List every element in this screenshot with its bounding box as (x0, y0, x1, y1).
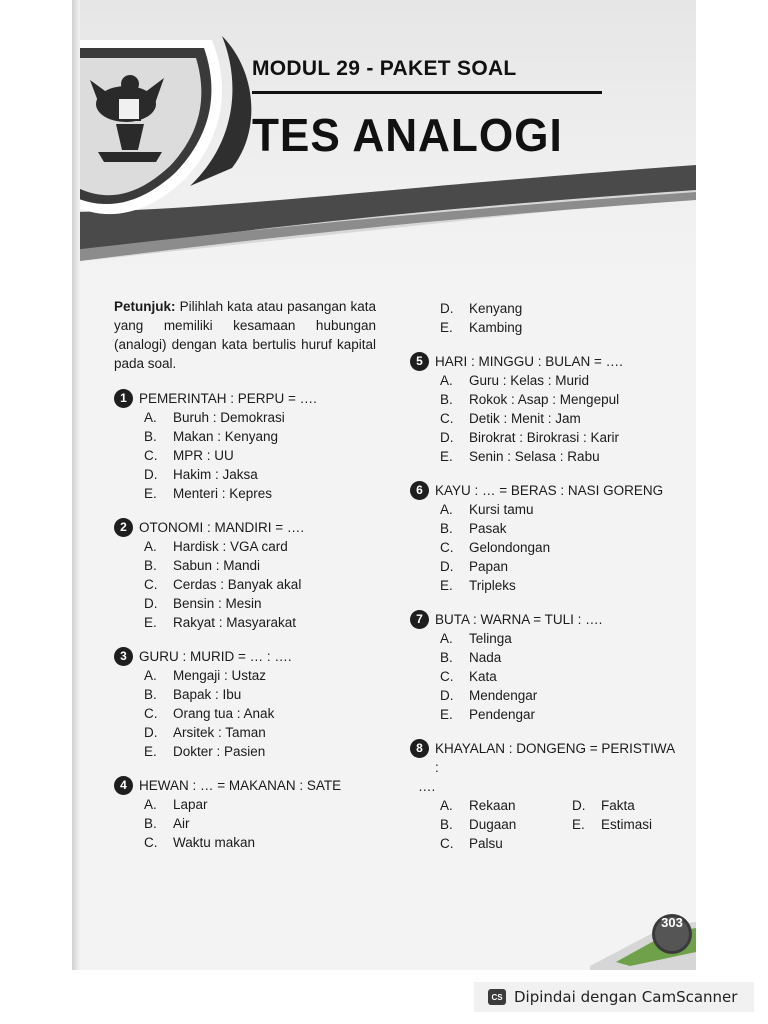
option-letter: E. (440, 707, 453, 722)
option-text: Birokrat : Birokrasi : Karir (469, 430, 620, 445)
option-letter: D. (144, 467, 158, 482)
option-text: Waktu makan (173, 835, 256, 850)
option-letter: B. (144, 816, 157, 831)
option-letter: C. (440, 540, 454, 555)
module-underline (252, 91, 602, 94)
option-text: Dokter : Pasien (173, 744, 266, 759)
question-6 (410, 481, 680, 595)
option-text: MPR : UU (173, 448, 234, 463)
option-letter: B. (440, 817, 453, 832)
right-column (410, 299, 680, 868)
option-letter: D. (440, 559, 454, 574)
instructions (114, 297, 376, 373)
option-text: Rokok : Asap : Mengepul (469, 392, 620, 407)
question-number-badge: 2 (114, 518, 133, 537)
question-number-badge: 4 (114, 776, 133, 795)
option-e[interactable] (410, 318, 680, 337)
question-number-badge: 7 (410, 610, 429, 629)
option-text: Buruh : Demokrasi (173, 410, 285, 425)
option-letter: D. (144, 596, 158, 611)
option-letter: C. (144, 835, 158, 850)
option-letter: A. (144, 410, 157, 425)
option-a[interactable] (440, 796, 572, 815)
option-letter: E. (440, 578, 453, 593)
option-letter: E. (440, 449, 453, 464)
option-c[interactable] (410, 538, 680, 557)
option-text: Kursi tamu (469, 502, 534, 517)
scanner-watermark (474, 982, 754, 1012)
question-7 (410, 610, 680, 724)
option-e[interactable] (572, 815, 682, 834)
option-letter: E. (572, 817, 585, 832)
question-2 (114, 518, 376, 632)
option-e[interactable] (410, 447, 680, 466)
option-letter: B. (144, 558, 157, 573)
option-text: Rakyat : Masyarakat (173, 615, 297, 630)
question-number-badge: 6 (410, 481, 429, 500)
option-text: Arsitek : Taman (173, 725, 266, 740)
option-text: Senin : Selasa : Rabu (469, 449, 600, 464)
option-text: Detik : Menit : Jam (469, 411, 581, 426)
option-letter: D. (440, 430, 454, 445)
option-letter: A. (440, 631, 453, 646)
page-number-badge-shape (590, 892, 696, 970)
option-text: Papan (469, 559, 509, 574)
option-d[interactable] (114, 723, 376, 742)
question-number-badge: 3 (114, 647, 133, 666)
option-letter: A. (440, 373, 453, 388)
options-grid (410, 796, 680, 853)
option-e[interactable] (114, 613, 376, 632)
option-text: Mengaji : Ustaz (173, 668, 267, 683)
option-e[interactable] (114, 742, 376, 761)
option-c[interactable] (114, 833, 376, 852)
option-letter: C. (440, 411, 454, 426)
option-c[interactable] (410, 409, 680, 428)
option-letter: B. (440, 392, 453, 407)
option-text: Guru : Kelas : Murid (469, 373, 590, 388)
option-text: Rekaan (469, 798, 516, 813)
option-text: Mendengar (469, 688, 538, 703)
option-text: Pendengar (469, 707, 536, 722)
book-page (72, 0, 696, 970)
question-number-badge: 8 (410, 739, 429, 758)
option-text: Kata (469, 669, 497, 684)
option-b[interactable] (114, 814, 376, 833)
option-letter: E. (144, 486, 157, 501)
question-1 (114, 389, 376, 503)
option-text: Sabun : Mandi (173, 558, 261, 573)
option-text: Nada (469, 650, 502, 665)
option-letter: D. (440, 688, 454, 703)
option-b[interactable] (410, 648, 680, 667)
option-a[interactable] (410, 629, 680, 648)
option-text: Orang tua : Anak (173, 706, 275, 721)
option-a[interactable] (410, 500, 680, 519)
option-text: Hakim : Jaksa (173, 467, 258, 482)
question-stem: PEMERINTAH : PERPU = …. (139, 391, 317, 406)
question-stem: GURU : MURID = … : …. (139, 649, 292, 664)
option-letter: A. (144, 539, 157, 554)
option-b[interactable] (440, 815, 572, 834)
question-stem: OTONOMI : MANDIRI = …. (139, 520, 305, 535)
option-text: Tripleks (469, 578, 516, 593)
option-letter: D. (440, 301, 454, 316)
option-text: Estimasi (601, 817, 653, 832)
option-text: Telinga (469, 631, 512, 646)
option-c[interactable] (440, 834, 572, 853)
option-letter: C. (440, 669, 454, 684)
page-number: 303 (661, 915, 683, 930)
option-d[interactable] (114, 594, 376, 613)
left-column (114, 297, 376, 867)
question-stem: HARI : MINGGU : BULAN = …. (435, 354, 623, 369)
option-letter: A. (144, 668, 157, 683)
option-text: Bensin : Mesin (173, 596, 262, 611)
option-a[interactable] (114, 795, 376, 814)
garuda-emblem-icon (72, 0, 242, 250)
option-text: Menteri : Kepres (173, 486, 273, 501)
question-3 (114, 647, 376, 761)
option-letter: E. (144, 744, 157, 759)
option-letter: A. (440, 502, 453, 517)
option-text: Fakta (601, 798, 635, 813)
option-text: Dugaan (469, 817, 517, 832)
option-b[interactable] (410, 519, 680, 538)
option-letter: E. (440, 320, 453, 335)
question-stem-continuation: …. (418, 779, 436, 794)
option-e[interactable] (410, 576, 680, 595)
instructions-text: Pilihlah kata atau pasangan kata yang memiliki kesamaan hubungan (analogi) dengan kata bertulis huruf kapital pada soal. (114, 299, 376, 371)
option-d[interactable] (410, 557, 680, 576)
option-text: Hardisk : VGA card (173, 539, 288, 554)
option-d[interactable] (410, 686, 680, 705)
question-5 (410, 352, 680, 466)
question-stem: BUTA : WARNA = TULI : …. (435, 612, 603, 627)
option-a[interactable] (114, 537, 376, 556)
option-text: Lapar (173, 797, 208, 812)
option-b[interactable] (114, 556, 376, 575)
option-b[interactable] (410, 390, 680, 409)
option-letter: E. (144, 615, 157, 630)
option-letter: C. (440, 836, 454, 851)
option-letter: D. (144, 725, 158, 740)
option-c[interactable] (114, 575, 376, 594)
option-b[interactable] (114, 685, 376, 704)
instructions-label: Petunjuk: (114, 299, 176, 314)
question-stem: KAYU : … = BERAS : NASI GORENG (435, 483, 664, 498)
option-text: Palsu (469, 836, 503, 851)
option-text: Pasak (469, 521, 507, 536)
option-letter: D. (572, 798, 586, 813)
option-a[interactable] (410, 371, 680, 390)
page-edge-shadow (72, 0, 80, 970)
page-title: TES ANALOGI (252, 109, 563, 161)
option-letter: C. (144, 706, 158, 721)
option-text: Kenyang (469, 301, 523, 316)
option-d[interactable] (572, 796, 682, 815)
option-letter: C. (144, 448, 158, 463)
option-letter: C. (144, 577, 158, 592)
option-letter: B. (440, 650, 453, 665)
option-text: Gelondongan (469, 540, 551, 555)
question-stem: HEWAN : … = MAKANAN : SATE (139, 778, 342, 793)
option-text: Bapak : Ibu (173, 687, 242, 702)
question-number-badge: 1 (114, 389, 133, 408)
question-stem: KHAYALAN : DONGENG = PERISTIWA : (435, 741, 675, 775)
option-letter: B. (144, 429, 157, 444)
scanner-watermark-text: Dipindai dengan CamScanner (514, 988, 738, 1006)
option-c[interactable] (114, 704, 376, 723)
option-e[interactable] (114, 484, 376, 503)
option-text: Cerdas : Banyak akal (173, 577, 302, 592)
camscanner-logo-icon: CS (488, 989, 506, 1005)
option-text: Air (173, 816, 190, 831)
option-d[interactable] (410, 299, 680, 318)
module-label: MODUL 29 - PAKET SOAL (252, 57, 517, 80)
option-letter: B. (440, 521, 453, 536)
option-d[interactable] (114, 465, 376, 484)
option-b[interactable] (114, 427, 376, 446)
option-e[interactable] (410, 705, 680, 724)
option-a[interactable] (114, 408, 376, 427)
option-text: Kambing (469, 320, 523, 335)
option-letter: A. (144, 797, 157, 812)
option-letter: B. (144, 687, 157, 702)
question-4-continued (410, 299, 680, 337)
option-c[interactable] (114, 446, 376, 465)
question-4 (114, 776, 376, 852)
option-d[interactable] (410, 428, 680, 447)
option-text: Makan : Kenyang (173, 429, 279, 444)
option-c[interactable] (410, 667, 680, 686)
option-letter: A. (440, 798, 453, 813)
option-a[interactable] (114, 666, 376, 685)
question-number-badge: 5 (410, 352, 429, 371)
question-8 (410, 739, 680, 853)
